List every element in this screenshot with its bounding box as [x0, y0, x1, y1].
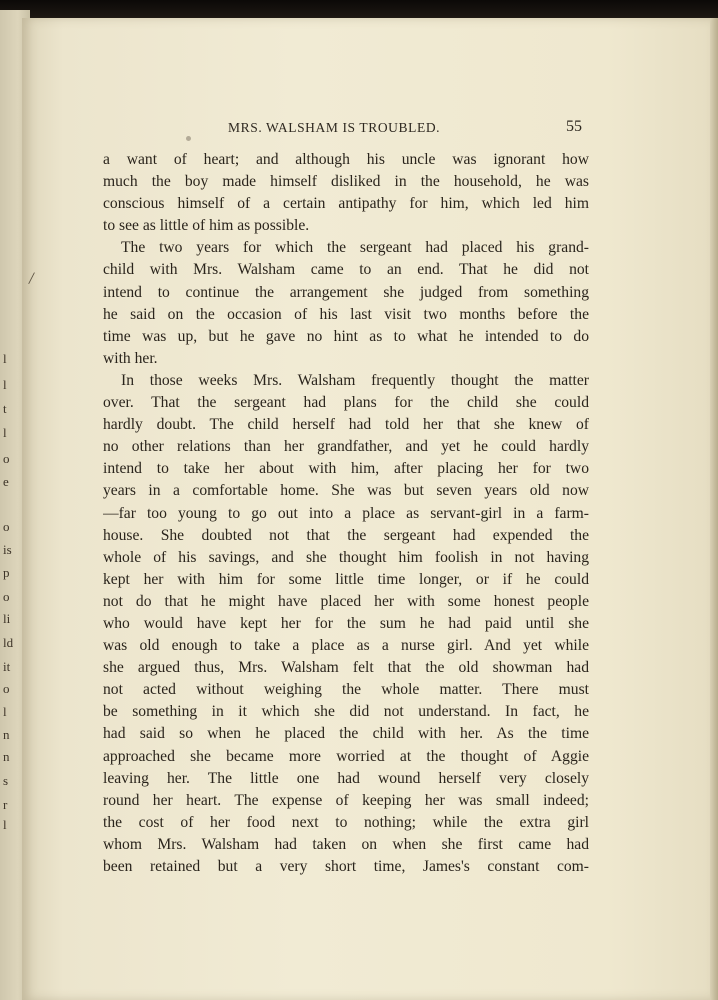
text-line: with her.	[103, 349, 158, 367]
text-line: be something in it which she did not understand. In fact, he	[103, 703, 589, 721]
text-line: conscious himself of a certain antipathy for him, which led him	[103, 195, 589, 213]
fragment-char: it	[3, 659, 11, 674]
page-right-edge	[710, 18, 718, 1000]
text-line: time was up, but he gave no hint as to what he intended to do	[103, 327, 589, 345]
text-line: —far too young to go out into a place as servant-girl in a farm-	[103, 504, 589, 522]
fragment-char: o	[3, 681, 10, 696]
fragment-char: ld	[3, 635, 14, 650]
text-line: child with Mrs. Walsham came to an end. That he did not	[103, 261, 589, 279]
text-line: to see as little of him as possible.	[103, 217, 310, 235]
text-line: intend to take her about with him, after placing her for two	[103, 460, 589, 478]
text-line: years in a comfortable home. She was but seven years old now	[103, 482, 589, 500]
text-line: the cost of her food next to nothing; while the extra girl	[103, 813, 589, 831]
fragment-char: o	[3, 451, 10, 466]
text-line: not do that he might have placed her with some honest people	[103, 592, 589, 610]
page-number: 55	[566, 118, 582, 135]
fragment-char: n	[3, 749, 10, 764]
text-line: a want of heart; and although his uncle was ignorant how	[103, 151, 589, 168]
text-line: been retained but a very short time, James's constant com-	[103, 858, 589, 875]
text-line: much the boy made himself disliked in the household, he was	[103, 173, 589, 191]
fragment-char: l	[3, 704, 7, 719]
text-line: intend to continue the arrangement she judged from something	[103, 283, 589, 301]
fragment-char: p	[3, 565, 10, 580]
fragment-char: is	[3, 542, 12, 557]
text-line: had said so when he placed the child with her. As the time	[103, 725, 589, 743]
text-line: The two years for which the sergeant had placed his grand-	[121, 239, 589, 257]
fragment-char: o	[3, 589, 10, 604]
text-line: approached she became more worried at the thought of Aggie	[103, 747, 589, 765]
previous-page-text-fragments	[0, 0, 18, 1000]
fragment-char: l	[3, 425, 7, 440]
text-line: over. That the sergeant had plans for the child she could	[103, 394, 589, 412]
text-line: was old enough to take a place as a nurse girl. And yet while	[103, 637, 589, 655]
text-line: she argued thus, Mrs. Walsham felt that the old showman had	[103, 659, 589, 677]
fragment-char: n	[3, 727, 10, 742]
fragment-char: l	[3, 817, 7, 832]
text-line: leaving her. The little one had wound herself very closely	[103, 769, 589, 787]
text-line: whom Mrs. Walsham had taken on when she first came had	[103, 835, 589, 853]
fragment-char: e	[3, 474, 9, 489]
text-line: he said on the occasion of his last visit two months before the	[103, 305, 589, 323]
margin-pencil-mark: /	[27, 267, 36, 289]
text-line: round her heart. The expense of keeping her was small indeed;	[103, 791, 589, 809]
body-text	[103, 149, 589, 878]
fragment-char: l	[3, 377, 7, 392]
fragment-char: t	[3, 401, 7, 416]
fragment-char: s	[3, 773, 9, 788]
text-line: whole of his savings, and she thought him foolish in not having	[103, 548, 589, 566]
page-header	[0, 120, 718, 140]
fragment-char: l	[3, 351, 7, 366]
text-line: who would have kept her for the sum he had paid until she	[103, 614, 589, 632]
text-line: In those weeks Mrs. Walsham frequently thought the matter	[121, 371, 589, 389]
running-head: MRS. WALSHAM IS TROUBLED.	[228, 120, 441, 135]
text-line: hardly doubt. The child herself had told her that she knew of	[103, 416, 589, 434]
text-line: no other relations than her grandfather, and yet he could hardly	[103, 438, 589, 456]
fragment-char: o	[3, 519, 10, 534]
fragment-char: li	[3, 611, 11, 626]
text-line: not acted without weighing the whole matter. There must	[103, 681, 589, 699]
text-line: house. She doubted not that the sergeant had expended the	[103, 526, 589, 544]
text-line: kept her with him for some little time longer, or if he could	[103, 570, 589, 588]
fragment-char: r	[3, 797, 8, 812]
